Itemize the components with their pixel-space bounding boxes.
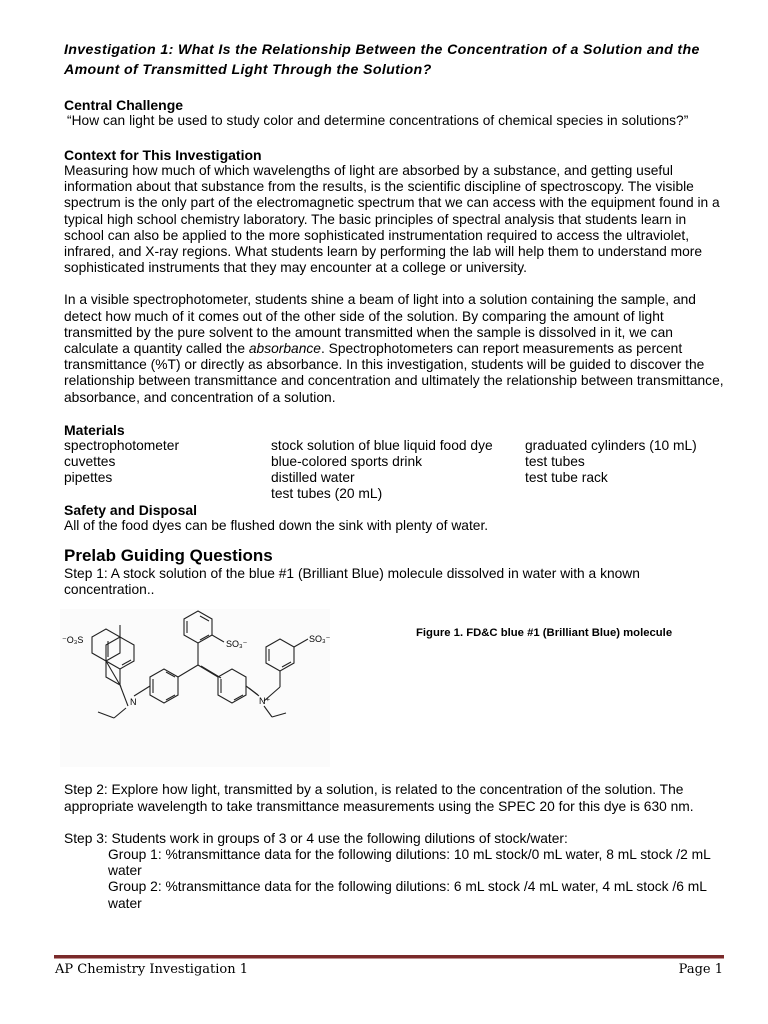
materials-column-1 [64,438,179,487]
absorbance-term: absorbance [248,341,321,357]
materials-column-3 [525,438,697,487]
group-2-text: Group 2: %transmittance data for the following dilutions: 6 mL stock /4 mL water, 4 mL stock /6 mL water [108,879,707,911]
figure-1 [64,609,724,769]
context-heading: Context for This Investigation [64,147,262,163]
material-item: stock solution of blue liquid food dye [271,437,493,453]
footer-page-number: Page 1 [678,962,723,977]
material-item: pipettes [64,470,113,486]
brilliant-blue-molecule-diagram [60,609,330,767]
material-item: spectrophotometer [64,437,180,453]
context-paragraph-2 [64,292,724,405]
molecule-label-left: ⁻O₃S [62,635,84,646]
materials-column-2 [271,438,493,503]
group-1-text: Group 1: %transmittance data for the following dilutions: 10 mL stock/0 mL water, 8 mL stock /2 mL water [108,847,711,879]
material-item: test tube rack [525,470,608,486]
material-item: test tubes (20 mL) [271,486,383,502]
molecule-label-n-left: N [130,697,137,708]
step-2-text: Step 2: Explore how light, transmitted by a solution, is related to the concentration of the solution. The appropriate wavelength to take transmittance measurements using the SPEC 20 for this dye is 630 nm. [64,782,694,814]
molecule-label-right: SO₃⁻ [309,634,330,645]
molecule-label-n-right: N⁺ [259,696,271,707]
paragraph-2-text-start: In a visible spectrophotometer, students shine a beam of light into a solution containing the sample, and detect how much of it comes out of the other side of the solution. By comparing the amount of light transmitted by the pure solvent to the amount transmitted when the sample is dissolved in it, we can calculate a quantity called the [64,292,696,357]
step-3-text: Step 3: Students work in groups of 3 or 4 use the following dilutions of stock/water: [64,830,568,846]
material-item: graduated cylinders (10 mL) [525,437,697,453]
material-item: distilled water [271,470,355,486]
central-challenge-heading: Central Challenge [64,97,184,113]
materials-list [64,438,724,502]
materials-heading: Materials [64,421,125,438]
paragraph-2-text-end: . Spectrophotometers can report measurements as percent transmittance (%T) or directly as absorbance. In this investigation, students will be guided to discover the relationship between transmittance and concentration and ultimately the relationship between transmittance, absorbance, and concentration of a solution. [64,341,724,405]
safety-text: All of the food dyes can be flushed down the sink with plenty of water. [64,517,489,533]
molecule-label-top: SO₃⁻ [226,639,248,650]
safety-heading: Safety and Disposal [64,501,198,518]
context-paragraph-1: Measuring how much of which wavelengths of light are absorbed by a substance, and getting useful information about that substance from the results, is the scientific discipline of spectroscopy. The visible spectrum is the only part of the electromagnetic spectrum that we can access with the equipment found in a typical high school chemistry laboratory. The basic principles of spectral analysis that students learn in school can also be applied to the more sophisticated instrumentation required to access the ultraviolet, infrared, and X-ray regions. What students learn by performing the lab will help them to understand more sophisticated instruments that they may encounter at a college or university. [64,163,720,276]
figure-caption: Figure 1. FD&C blue #1 (Brilliant Blue) molecule [416,627,673,640]
document-page [64,40,724,912]
step-1-text: Step 1: A stock solution of the blue #1 (Brilliant Blue) molecule dissolved in water with a known concentration.. [64,566,640,598]
material-item: blue-colored sports drink [271,454,423,470]
prelab-heading: Prelab Guiding Questions [64,546,273,566]
central-challenge-quote: “How can light be used to study color and determine concentrations of chemical species in solutions?” [67,113,689,128]
footer-divider [54,955,724,959]
investigation-title: Investigation 1: What Is the Relationship Between the Concentration of a Solution and the Amount of Transmitted Light Through the Solution? [64,42,700,78]
material-item: test tubes [525,454,585,470]
material-item: cuvettes [64,454,116,470]
footer-course-title: AP Chemistry Investigation 1 [55,962,249,977]
